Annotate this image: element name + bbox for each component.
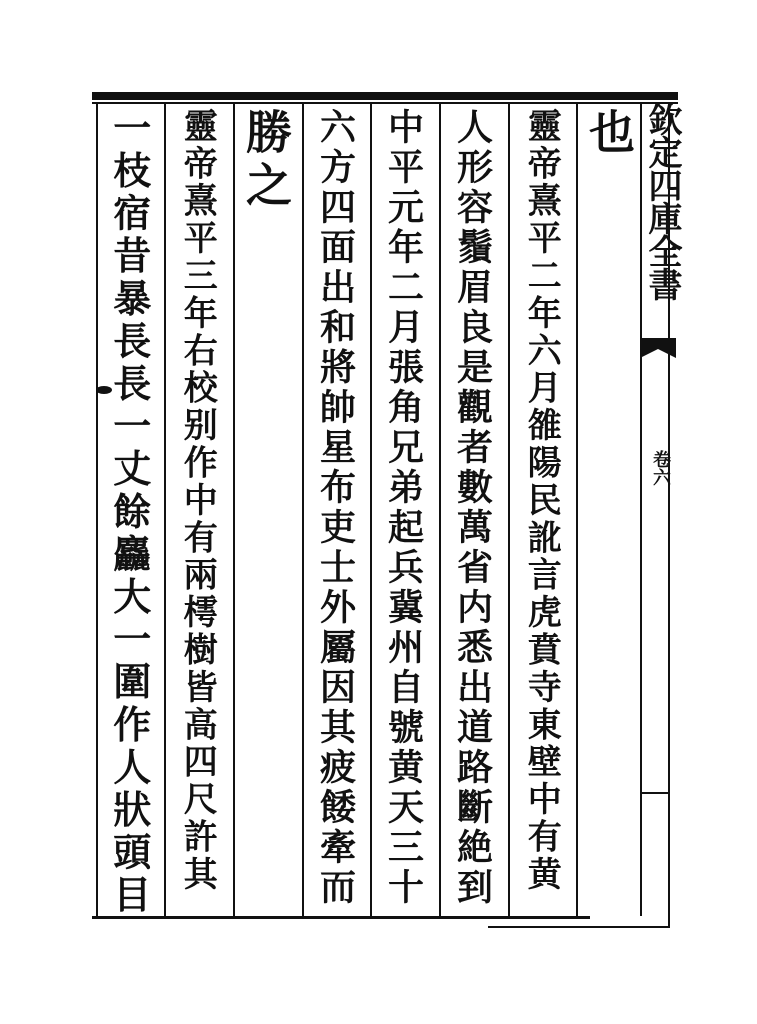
text-column-2: 靈帝熹平二年六月雒陽民訛言虎賁寺東壁中有黄 — [521, 108, 562, 894]
top-inner-rule — [92, 102, 678, 104]
margin-mid-rule — [640, 792, 670, 794]
book-title: 欽定四庫全書 — [642, 102, 682, 300]
fish-tail-mark — [640, 338, 676, 358]
text-column-6: 勝之 — [239, 108, 293, 214]
text-column-8: 一枝宿昔暴長長一丈餘麤大一圍作人狀頭目 — [106, 108, 152, 918]
margin-bottom-rule — [488, 926, 670, 928]
text-column-4: 中平元年二月張角兄弟起兵冀州自號黄天三十 — [382, 108, 425, 908]
text-column-5: 六方四面出和將帥星布吏士外屬因其疲餧牽而 — [314, 108, 357, 908]
text-column-1: 也 — [582, 108, 636, 161]
top-border — [92, 92, 678, 100]
juan-label: 卷六 — [650, 450, 671, 486]
text-column-3: 人形容鬚眉良是觀者數萬省内悉出道路斷絶到 — [451, 108, 494, 908]
text-column-7: 靈帝熹平三年右校别作中有兩樗樹皆高四尺許其 — [177, 108, 218, 894]
